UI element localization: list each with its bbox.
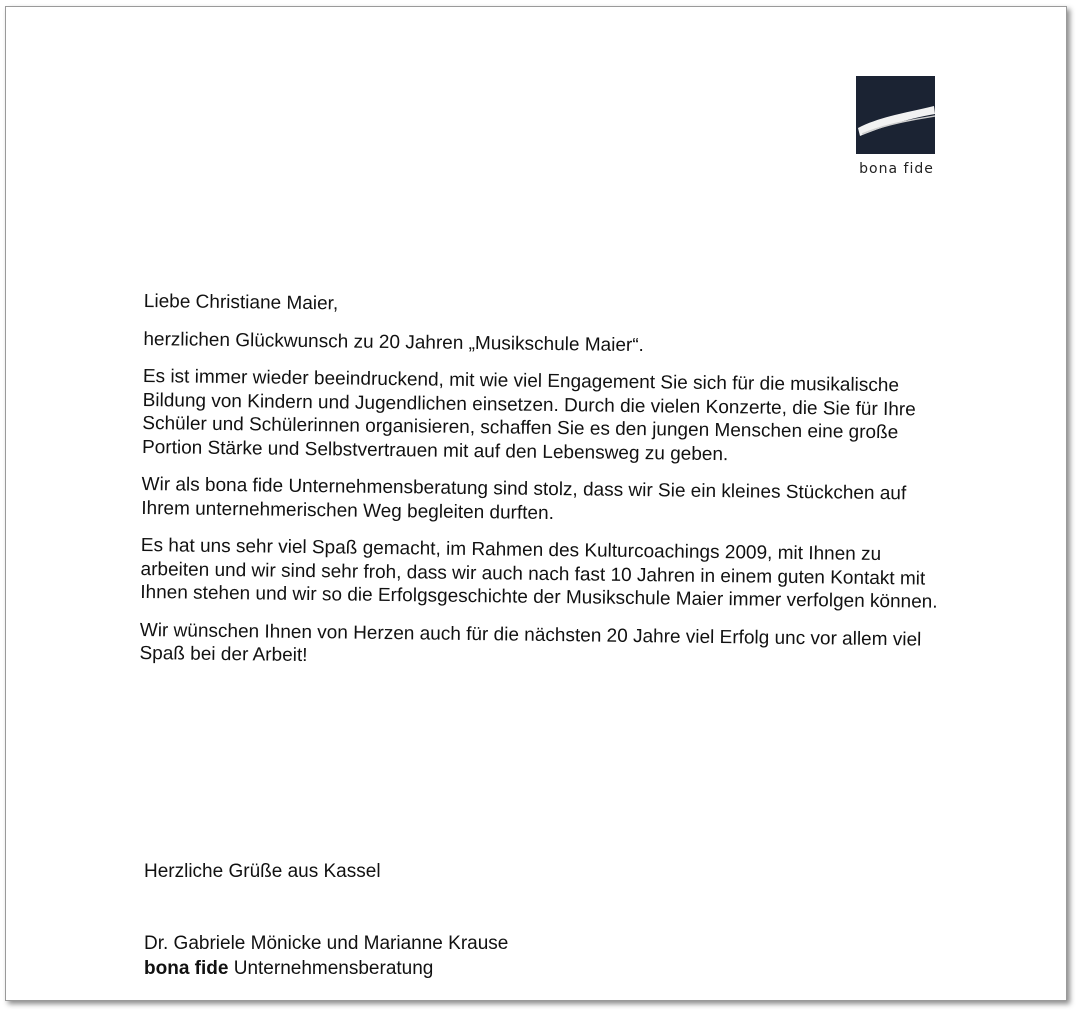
company-logo: [849, 73, 944, 185]
paragraph: herzlichen Glückwunsch zu 20 Jahren „Musikschule Maier“.: [143, 328, 645, 356]
company-name-rest: Unternehmensberatung: [228, 958, 434, 979]
letter-body: [139, 290, 952, 689]
paragraph: Es hat uns sehr viel Spaß gemacht, im Rahmen des Kulturcoachings 2009, mit Ihnen zu arbeiten und wir sind sehr froh, dass wir auch nach fast 10 Jahren in einem guten Kontakt mit Ihnen stehen und wir so die Erfolgsgeschichte der Musikschule Maier immer verfolgen können.: [140, 534, 938, 613]
logo-square-icon: [856, 76, 935, 154]
company-line: [144, 956, 508, 981]
company-name-bold: bona fide: [144, 958, 229, 979]
paragraph: Wir als bona fide Unternehmensberatung sind stolz, dass wir Sie ein kleines Stückchen auf Ihrem unternehmerischen Weg begleiten durften.: [141, 473, 907, 524]
logo-text: bona fide: [859, 161, 934, 177]
letter-page: [5, 6, 1067, 1001]
paragraph: Wir wünschen Ihnen von Herzen auch für die nächsten 20 Jahre viel Erfolg unc vor allem viel Spaß bei der Arbeit!: [139, 619, 922, 667]
salutation: Liebe Christiane Maier,: [143, 290, 339, 315]
paragraph: Es ist immer wieder beeindruckend, mit wie viel Engagement Sie sich für die musikalische Bildung von Kindern und Jugendlichen einsetzen. Durch die vielen Konzerte, die Sie für Ihre Schüler und Schülerinnen organisieren, schaffen Sie es den jungen Menschen eine große Portion Stärke und Selbstvertrauen mit auf den Lebensweg zu geben.: [141, 365, 916, 465]
signatories: Dr. Gabriele Mönicke und Marianne Krause: [144, 933, 509, 954]
signature-block: [144, 931, 508, 981]
closing: Herzliche Grüße aus Kassel: [144, 861, 381, 882]
